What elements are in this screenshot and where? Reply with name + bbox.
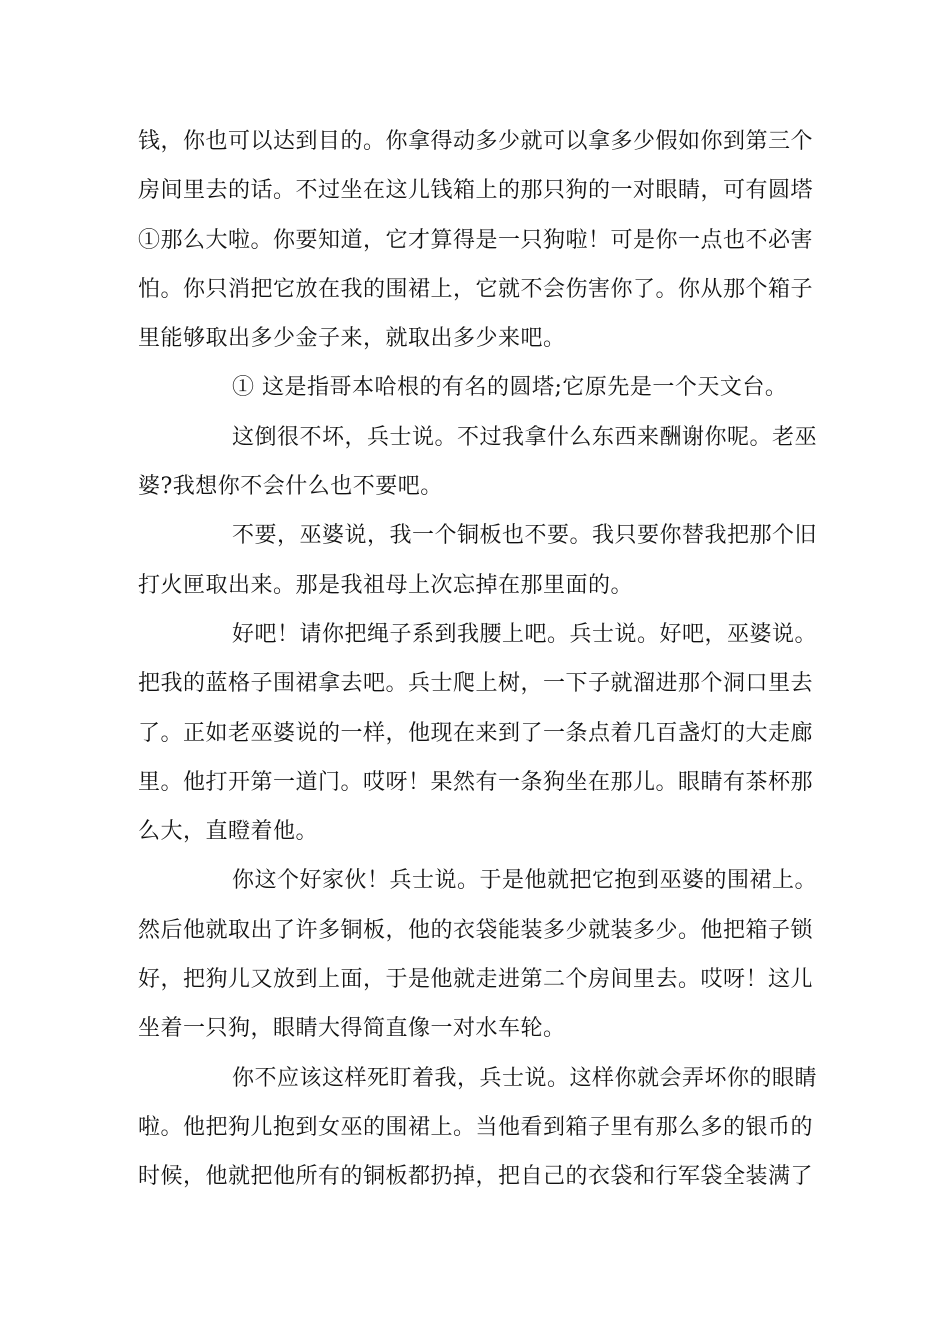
paragraph-start-line: 这倒很不坏，兵士说。不过我拿什么东西来酬谢你呢。老巫: [232, 424, 818, 450]
text-line: 了。正如老巫婆说的一样，他现在来到了一条点着几百盏灯的大走廊: [138, 720, 814, 746]
footnote-line: ① 这是指哥本哈根的有名的圆塔;它原先是一个天文台。: [232, 375, 788, 401]
paragraph-start-line: 你不应该这样死盯着我，兵士说。这样你就会弄坏你的眼睛: [232, 1065, 818, 1091]
text-line: 然后他就取出了许多铜板，他的衣袋能装多少就装多少。他把箱子锁: [138, 917, 814, 943]
text-line: 钱，你也可以达到目的。你拿得动多少就可以拿多少假如你到第三个: [138, 129, 814, 154]
text-line: 婆?我想你不会什么也不要吧。: [138, 474, 443, 500]
text-line: 么大，直瞪着他。: [138, 819, 319, 845]
text-line: 怕。你只消把它放在我的围裙上，它就不会伤害你了。你从那个箱子: [138, 276, 814, 302]
text-line: ①那么大啦。你要知道，它才算得是一只狗啦！可是你一点也不必害: [138, 227, 814, 253]
paragraph-start-line: 不要，巫婆说，我一个铜板也不要。我只要你替我把那个旧: [232, 523, 818, 549]
text-line: 坐着一只狗，眼睛大得简直像一对水车轮。: [138, 1016, 566, 1042]
text-line: 房间里去的话。不过坐在这儿钱箱上的那只狗的一对眼睛，可有圆塔: [138, 178, 814, 204]
text-line: 里能够取出多少金子来，就取出多少来吧。: [138, 326, 566, 352]
text-line: 打火匣取出来。那是我祖母上次忘掉在那里面的。: [138, 572, 634, 598]
text-line: 把我的蓝格子围裙拿去吧。兵士爬上树，一下子就溜进那个洞口里去: [138, 671, 814, 697]
text-line: 时候，他就把他所有的铜板都扔掉，把自己的衣袋和行军袋全装满了: [138, 1164, 814, 1190]
text-line: 里。他打开第一道门。哎呀！果然有一条狗坐在那儿。眼睛有茶杯那: [138, 769, 814, 795]
paragraph-start-line: 你这个好家伙！兵士说。于是他就把它抱到巫婆的围裙上。: [232, 868, 818, 894]
paragraph-start-line: 好吧！请你把绳子系到我腰上吧。兵士说。好吧，巫婆说。: [232, 621, 818, 647]
text-line: 好，把狗儿又放到上面，于是他就走进第二个房间里去。哎呀！这儿: [138, 967, 814, 993]
body-text: [138, 117, 828, 1202]
text-line: 啦。他把狗儿抱到女巫的围裙上。当他看到箱子里有那么多的银币的: [138, 1114, 814, 1140]
